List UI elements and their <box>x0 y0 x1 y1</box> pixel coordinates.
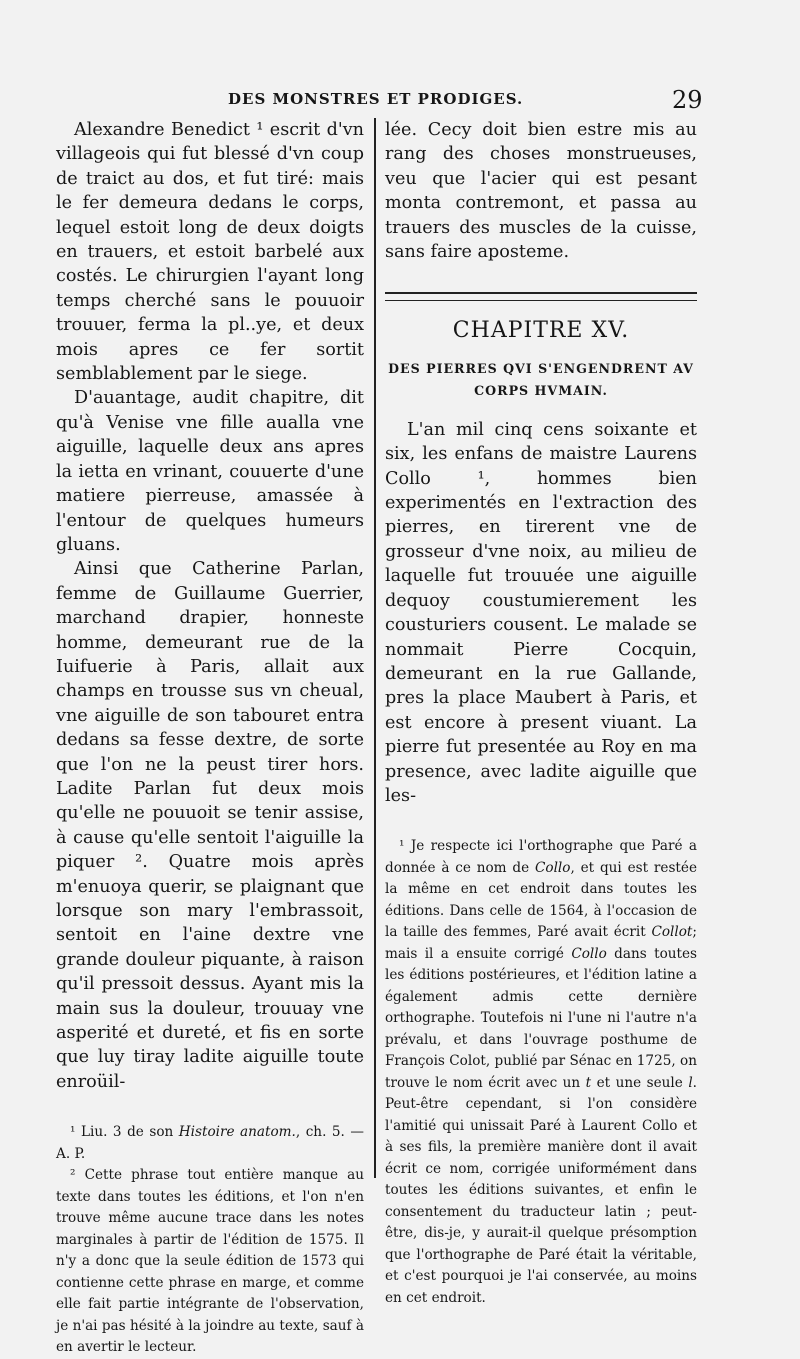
footnote-text: et une seule <box>591 1074 689 1091</box>
chapter-title: CHAPITRE XV. <box>452 318 630 344</box>
footnote-text: dans toutes les éditions postérieures, et l'édition latine a également admis cette dernière orthographe. Toutefois ni l'une ni l'autre n'a prévalu, et dans l'ouvrage posthume de François Colot, publié par Sénac en 1725, on trouve le nom écrit avec un <box>385 945 697 1091</box>
footnote-text: ¹ Liu. 3 de son <box>70 1124 179 1141</box>
paragraph: lée. Cecy doit bien estre mis au rang des choses monstrueuses, veu que l'acier qui est pesant monta contremont, et passa au trauers des muscles de la cuisse, sans faire aposteme. <box>385 120 697 263</box>
chapter-subtitle <box>385 358 697 402</box>
footnote-text: ¹ Je respecte ici l'orthographe que Paré a donnée à ce nom de <box>385 838 697 876</box>
footnote-1 <box>385 836 697 1309</box>
column-divider <box>374 118 376 1178</box>
footnote-separator <box>56 1094 364 1122</box>
running-title: DES MONSTRES ET PRODIGES. <box>228 90 524 108</box>
footnote-text: . Peut-être cependant, si l'on considère l'amitié qui unissait Paré à Laurent Collo et à ses fils, la première manière dont il avait écrit ce nom, corrigée uniformément dans toutes les éditions suivantes, et enfin le consentement du traducteur latin ; peut-être, dis-je, y aurait-il quelque présomption que l'orthographe de Paré était la véritable, et c'est pourquoi je l'ai conservée, au moins en cet endroit. <box>385 1074 697 1306</box>
footnote-2: ² Cette phrase tout entière manque au texte dans toutes les éditions, et l'on n'en trouve même aucune trace dans les notes marginales à partir de l'édition de 1575. Il n'y a donc que la seule édition de 1573 qui contienne cette phrase en marge, et comme elle fait partie intégrante de l'observation, je n'ai pas hésité à la joindre au texte, sauf à en avertir le lecteur. <box>56 1167 364 1356</box>
chapter-subtitle-line: CORPS HVMAIN. <box>474 382 608 398</box>
footnote-italic: Collot <box>651 924 693 941</box>
chapter-subtitle-line: DES PIERRES QVI S'ENGENDRENT AV <box>388 360 694 376</box>
footnote-text: ; mais il a ensuite corrigé <box>385 924 697 962</box>
right-column <box>385 118 697 1309</box>
chapter-rule <box>385 292 697 301</box>
footnote-separator <box>385 808 697 836</box>
footnote-text: , ch. 5. — A. P. <box>56 1124 364 1162</box>
footnote-italic: l <box>688 1074 693 1091</box>
left-column <box>56 118 364 1359</box>
footnote-italic: Collo <box>571 945 607 962</box>
footnote-italic: Collo <box>535 859 571 876</box>
paragraph: Ainsi que Catherine Parlan, femme de Guillaume Guerrier, marchand drapier, honneste homme, demeurant rue de la Iuifuerie à Paris, allait aux champs en trousse sus vn cheual, vne aiguille de son tabouret entra dedans sa fesse dextre, de sorte que l'on ne la peust tirer hors. Ladite Parlan fut deux mois qu'elle ne pouuoit se tenir assise, à cause qu'elle sentoit l'aiguille la piquer ². Quatre mois après m'enuoya querir, se plaignant que lorsque son mary l'embrassoit, sentoit en l'aine dextre vne grande douleur piquante, à raison qu'il pressoit dessus. Ayant mis la main sus la douleur, trouuay vne asperité et dureté, et fis en sorte que luy tiray ladite aiguille toute enroüil- <box>56 559 364 1092</box>
paragraph: L'an mil cinq cens soixante et six, les enfans de maistre Laurens Collo ¹, hommes bien experimentés en l'extraction des pierres, en tirerent vne de grosseur d'vne noix, au milieu de laquelle fut trouuée une aiguille dequoy coustumierement les cousturiers cousent. Le malade se nommait Pierre Cocquin, demeurant en la rue Gallande, pres la place Maubert à Paris, et est encore à present viuant. La pierre fut presentée au Roy en ma presence, avec ladite aiguille que les- <box>385 419 697 806</box>
footnote-text: , et qui est restée la même en cet endroit dans toutes les éditions. Dans celle de 1564, à l'occasion de la taille des femmes, Paré avait écrit <box>385 859 697 941</box>
footnote-italic: Histoire anatom. <box>178 1124 296 1141</box>
paragraph: Alexandre Benedict ¹ escrit d'vn villageois qui fut blessé d'vn coup de traict au dos, et fut tiré: mais le fer demeura dedans le corps, lequel estoit long de deux doigts en trauers, et estoit barbelé aux costés. Le chirurgien l'ayant long temps cherché sans le pouuoir trouuer, ferma la pl..ye, et deux mois apres ce fer sortit semblablement par le siege. <box>56 120 364 385</box>
paragraph: D'auantage, audit chapitre, dit qu'à Venise vne fille aualla vne aiguille, laquelle deux ans apres la ietta en vrinant, couuerte d'une matiere pierreuse, amassée à l'entour de quelques humeurs gluans. <box>56 388 364 555</box>
footnote-1 <box>56 1122 364 1165</box>
footnote-italic: t <box>585 1074 592 1091</box>
page-header <box>0 86 800 116</box>
page-number: 29 <box>672 86 703 114</box>
